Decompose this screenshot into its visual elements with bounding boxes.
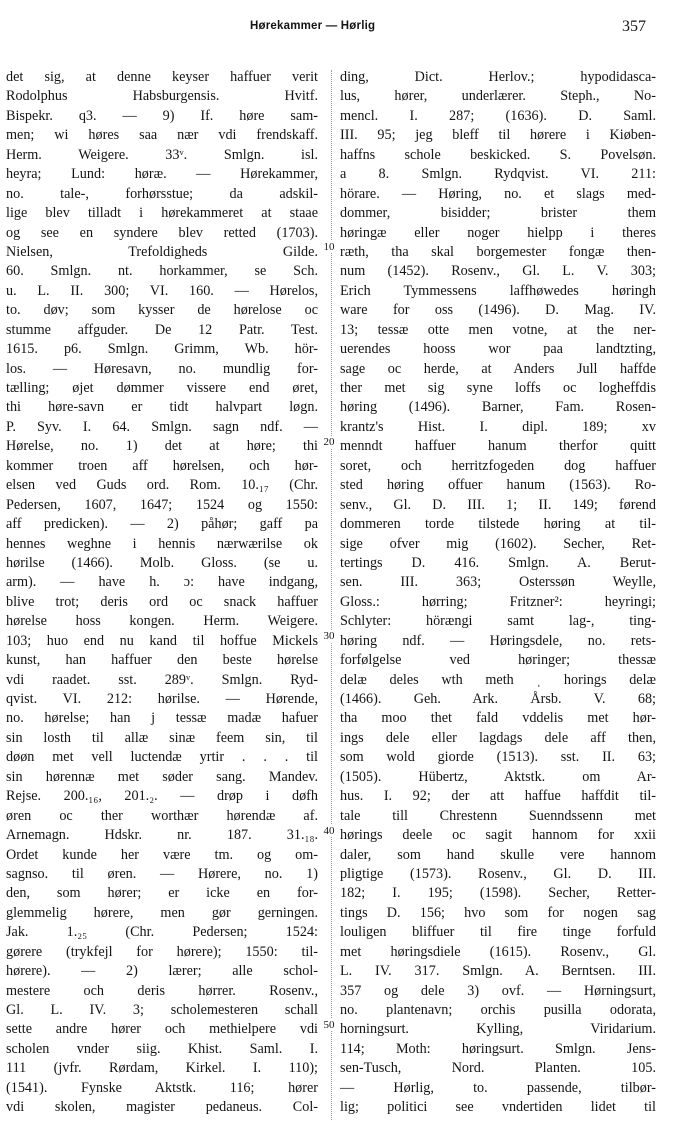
text-line: ræth, tha skal borgemester fongæ then- — [340, 243, 656, 260]
right-column — [340, 68, 656, 1118]
text-line: den, som hører; er icke en for- — [6, 885, 318, 902]
text-line: krantz's Hist. I. dipl. 189; xv — [340, 418, 656, 435]
text-line: sin losth til allæ sinæ feem sin, til — [6, 729, 318, 746]
text-line: mestere och deris hørrer. Rosenv., — [6, 982, 318, 999]
text-line: 111 (jvfr. Rørdam, Kirkel. I. 110); — [6, 1060, 318, 1077]
line-number: 20 — [318, 436, 340, 448]
text-line: tertings D. 416. Smlgn. A. Berut- — [340, 554, 656, 571]
text-line: øren oc ther worthær hørendæ af. — [6, 807, 318, 824]
text-line: Rodolphus Habsburgensis. Hvitf. — [6, 88, 318, 105]
text-line: stumme affguder. De 12 Patr. Test. — [6, 321, 318, 338]
text-line: døøn met vell luctendæ yrtir . . . til — [6, 749, 318, 766]
text-line: Schlyter: hörængi samt lag-, ting- — [340, 613, 656, 630]
text-line: sin hørennæ met søder sang. Mandev. — [6, 768, 318, 785]
text-line: hørilse (1466). Molb. Gloss. (se u. — [6, 554, 318, 571]
text-line: ware for oss (1496). D. Mag. IV. — [340, 302, 656, 319]
text-line: glemmelig hørere, men gør gerningen. — [6, 904, 318, 921]
text-line: III. 95; jeg bleff til hørere i Kiøben- — [340, 127, 656, 144]
text-line: Herm. Weigere. 33ᵛ. Smlgn. isl. — [6, 146, 318, 163]
text-line: L. IV. 317. Smlgn. A. Berntsen. III. — [340, 963, 656, 980]
text-line: høring ndf. — Høringsdele, no. rets- — [340, 632, 656, 649]
text-line: hørings deele oc sagit hannom for xxii — [340, 827, 656, 844]
text-line: uerendes hooss wor paa landtzting, — [340, 341, 656, 358]
text-line: tings D. 156; hvo som for nogen sag — [340, 904, 656, 921]
text-line: scholen vnder siig. Khist. Saml. I. — [6, 1040, 318, 1057]
text-line: 13; tessæ otte men votne, at the ner- — [340, 321, 656, 338]
text-line: sted høring offuer hanum (1563). Ro- — [340, 477, 656, 494]
text-line: met høringsdiele (1615). Rosenv., Gl. — [340, 943, 656, 960]
line-number: 40 — [318, 825, 340, 837]
text-line: hennes weghne i hennis nærwærilse ok — [6, 535, 318, 552]
text-line: mencl. I. 287; (1636). D. Saml. — [340, 107, 656, 124]
column-divider — [331, 70, 332, 1120]
text-line: Erich Tymmessens laffhøwedes høringh — [340, 282, 656, 299]
text-line: høringæ eller noger hielpp i theres — [340, 224, 656, 241]
text-line: Jak. 1.₂₅ (Chr. Pedersen; 1524: — [6, 924, 318, 941]
text-line: tale till Chrestenn Suenndssenn met — [340, 807, 656, 824]
text-line: Hørelse, no. 1) det at høre; thi — [6, 438, 318, 455]
running-title: Hørekammer — Hørlig — [250, 20, 376, 32]
text-line: kommer troen aff hørelsen, och hør- — [6, 457, 318, 474]
text-line: a 8. Smlgn. Rydqvist. VI. 211: — [340, 166, 656, 183]
line-number: 50 — [318, 1019, 340, 1031]
text-line: Gl. L. IV. 3; scholemesteren schall — [6, 1002, 318, 1018]
text-line: sage oc herde, at Anders Jull haffde — [340, 360, 656, 377]
text-line: men; wi høres saa nær vdi frendskaff. — [6, 127, 318, 144]
text-line: forfølgelse ved høringer; thessæ — [340, 652, 656, 669]
text-line: 103; huo end nu kand til hoffue Mickels — [6, 632, 318, 649]
text-line: (1466). Geh. Ark. Årsb. V. 68; — [340, 691, 656, 707]
text-line: gørere (trykfejl for hørere); 1550: til- — [6, 943, 318, 960]
text-line: vdi skolen, magister pedaneus. Col- — [6, 1099, 318, 1116]
text-line: qvist. VI. 212: hørilse. — Hørende, — [6, 691, 318, 707]
text-line: vdi raadet. sst. 289ᵛ. Smlgn. Ryd- — [6, 671, 318, 688]
text-line: lige blev tilladt i hørekammeret at staae — [6, 205, 318, 222]
text-line: Nielsen, Trefoldigheds Gilde. — [6, 243, 318, 260]
text-line: ding, Dict. Herlov.; hypodidasca- — [340, 69, 656, 85]
text-line: no. plantenavn; orchis pusilla odorata, — [340, 1002, 656, 1018]
text-line: (1541). Fynske Aktstk. 116; hører — [6, 1079, 318, 1096]
text-line: høring (1496). Barner, Fam. Rosen- — [340, 399, 656, 416]
text-line: horningsurt. Kylling, Viridarium. — [340, 1021, 656, 1038]
text-line: det sig, at denne keyser haffuer verit — [6, 69, 318, 85]
text-line: thi høre-savn er tidt halvpart løgn. — [6, 399, 318, 416]
text-line: los. — Høresavn, no. mundlig for- — [6, 360, 318, 377]
text-line: senv., Gl. D. III. 1; II. 149; førend — [340, 496, 656, 513]
text-line: P. Syv. I. 64. Smlgn. sagn ndf. — — [6, 418, 318, 435]
text-line: tælling; øjet dømmer vissere end øret, — [6, 380, 318, 396]
text-line: og see en syndere blev retted (1703). — [6, 224, 318, 241]
text-line: Bispekr. q3. — 9) If. høre sam- — [6, 107, 318, 124]
text-line: delæ deles wth meth ˌ horings delæ — [340, 671, 656, 688]
text-line: 357 og dele 3) ovf. — Hørningsurt, — [340, 982, 656, 999]
text-line: lus, hører, underlærer. Steph., No- — [340, 88, 656, 105]
line-number: 10 — [318, 241, 340, 253]
text-line: num (1452). Rosenv., Gl. L. V. 303; — [340, 263, 656, 280]
text-line: to. døv; som kysser de hørelose oc — [6, 302, 318, 319]
text-line: sagnso. til øren. — Hørere, no. 1) — [6, 865, 318, 882]
text-line: elsen ved Guds ord. Rom. 10.₁₇ (Chr. — [6, 477, 318, 494]
text-line: Ordet kunde her være tm. og om- — [6, 846, 318, 863]
text-line: kunst, han haffuer den beste hørelse — [6, 652, 318, 669]
text-line: ings dele eller lagdags dele aff then, — [340, 729, 656, 746]
text-line: sen-Tusch, Nord. Planten. 105. — [340, 1060, 656, 1077]
text-line: Gloss.: hørring; Fritzner²: heyringi; — [340, 593, 656, 610]
text-line: (1505). Hübertz, Aktstk. om Ar- — [340, 768, 656, 785]
text-line: hørelse hoss kongen. Herm. Weigere. — [6, 613, 318, 630]
text-line: hörare. — Høring, no. et slags med- — [340, 185, 656, 202]
text-line: no. tale-, forhørsstue; da adskil- — [6, 185, 318, 202]
text-line: tha moo thet fald vddelis met hør- — [340, 710, 656, 727]
text-line: hørere). — 2) lærer; alle schol- — [6, 963, 318, 980]
text-line: pligtige (1573). Rosenv., Gl. D. III. — [340, 865, 656, 882]
text-line: Rejse. 200.₁₆, 201.₂. — drøp i døfh — [6, 788, 318, 805]
text-line: louligen bliffuer til fire tinge forfuld — [340, 924, 656, 941]
text-line: dommer, bisidder; brister them — [340, 205, 656, 222]
text-line: daler, som hand skulle vere hannom — [340, 846, 656, 863]
text-line: Arnemagn. Hdskr. nr. 187. 31.₁₈. — [6, 827, 318, 844]
text-line: soret, och herritzfogeden dog haffuer — [340, 457, 656, 474]
text-line: arm). — have h. ɔ: have indgang, — [6, 574, 318, 591]
text-line: lig; politici see vndertiden lidet til — [340, 1099, 656, 1116]
text-line: sen. III. 363; Osterssøn Weylle, — [340, 574, 656, 591]
page-header — [0, 18, 674, 40]
text-line: ther met sig syne loffs oc logheffdis — [340, 380, 656, 396]
text-line: blive trot; deris ord oc snack haffuer — [6, 593, 318, 610]
text-line: 182; I. 195; (1598). Secher, Retter- — [340, 885, 656, 902]
text-line: no. hørelse; han j tessæ madæ hafuer — [6, 710, 318, 727]
text-line: sette andre hører och methielpere vdi — [6, 1021, 318, 1038]
text-line: u. L. II. 300; VI. 160. — Hørelos, — [6, 282, 318, 299]
text-line: haffns schole beskicked. S. Povelsøn. — [340, 146, 656, 163]
text-line: Pedersen, 1607, 1647; 1524 og 1550: — [6, 496, 318, 513]
text-line: sige ofver mig (1602). Secher, Ret- — [340, 535, 656, 552]
text-line: dommeren torde tilstede høring at til- — [340, 516, 656, 533]
line-number: 30 — [318, 630, 340, 642]
text-line: hus. I. 92; der att haffue haffdit til- — [340, 788, 656, 805]
text-line: menndt haffuer hanum therfor quitt — [340, 438, 656, 455]
text-line: aff predicken). — 2) påhør; gaff pa — [6, 516, 318, 533]
text-line: — Hørlig, to. passende, tilbør- — [340, 1079, 656, 1096]
text-line: 114; Moth: høringsurt. Smlgn. Jens- — [340, 1040, 656, 1057]
text-line: som wold giorde (1513). sst. II. 63; — [340, 749, 656, 766]
text-line: heyra; Lund: høræ. — Hørekammer, — [6, 166, 318, 183]
page-number: 357 — [622, 18, 646, 35]
text-line: 60. Smlgn. nt. horkammer, se Sch. — [6, 263, 318, 280]
left-column — [6, 68, 318, 1118]
text-line: 1615. p6. Smlgn. Grimm, Wb. hör- — [6, 341, 318, 358]
